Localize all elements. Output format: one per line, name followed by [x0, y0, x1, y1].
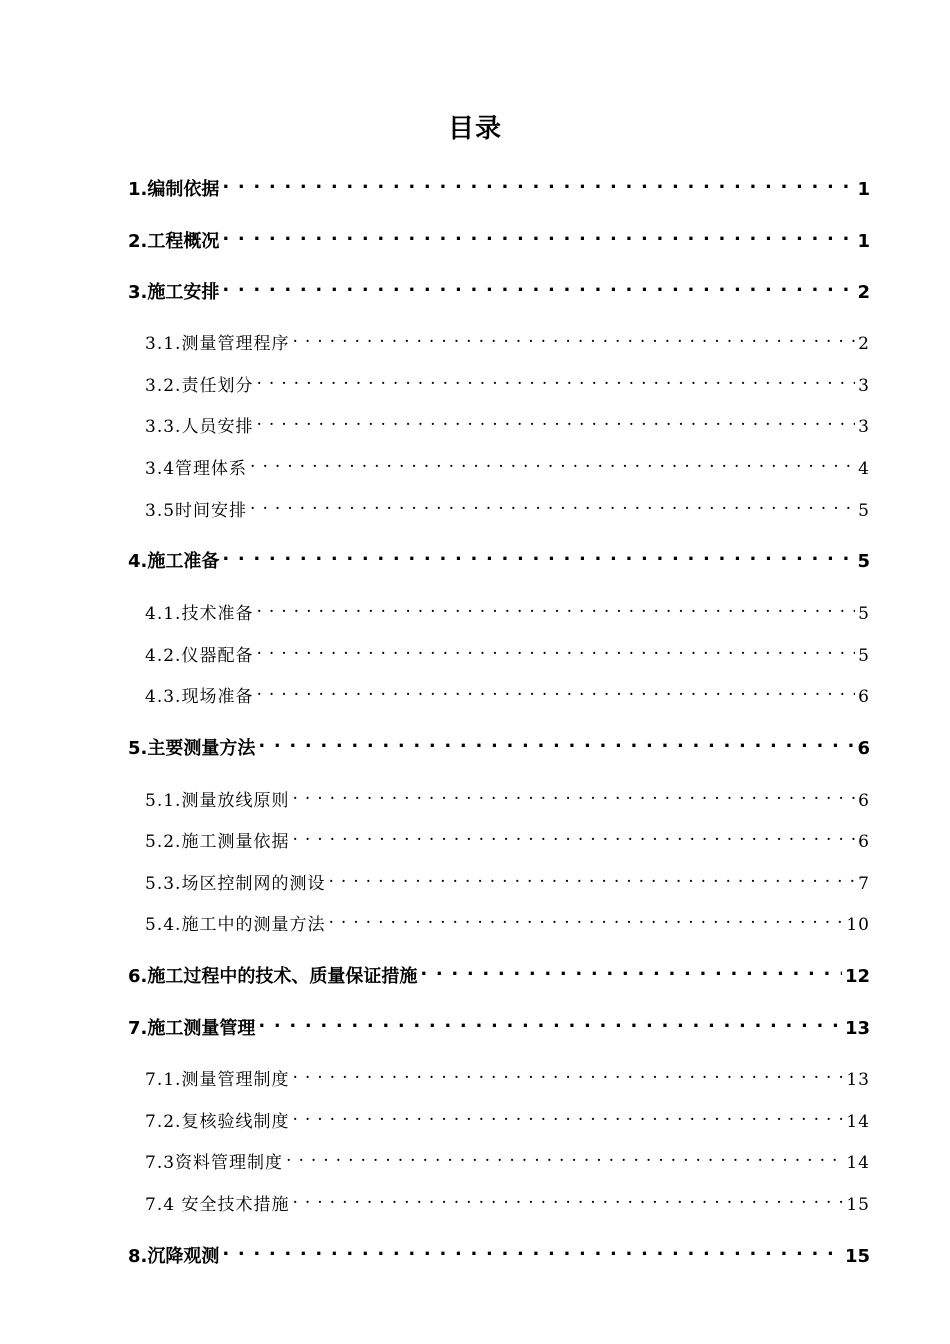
toc-dot-leader — [258, 1010, 842, 1034]
toc-entry-page-number: 5 — [858, 604, 870, 624]
toc-entry[interactable] — [145, 367, 870, 396]
toc-entry-page-number: 14 — [846, 1112, 870, 1132]
toc-entry-label: 5.2.施工测量依据 — [145, 832, 290, 852]
toc-entry-label: 4.1.技术准备 — [145, 604, 254, 624]
toc-entry-label: 7.4 安全技术措施 — [145, 1195, 290, 1215]
toc-dot-leader — [328, 906, 843, 930]
toc-entry-page-number: 13 — [846, 1070, 870, 1090]
toc-dot-leader — [256, 637, 855, 661]
toc-dot-leader — [250, 450, 855, 474]
toc-entry-label: 3.1.测量管理程序 — [145, 334, 290, 354]
toc-entry-label: 5.4.施工中的测量方法 — [145, 915, 326, 935]
toc-dot-leader — [292, 1103, 843, 1127]
toc-entry-page-number: 12 — [844, 966, 870, 987]
toc-entry-label: 7.1.测量管理制度 — [145, 1070, 290, 1090]
toc-entry-label: 7.2.复核验线制度 — [145, 1112, 290, 1132]
toc-entry-page-number: 15 — [846, 1195, 870, 1215]
toc-dot-leader — [222, 543, 854, 567]
toc-dot-leader — [256, 367, 855, 391]
toc-entry-page-number: 2 — [858, 334, 870, 354]
toc-entry-label: 3.3.人员安排 — [145, 417, 254, 437]
toc-entry[interactable] — [145, 1144, 870, 1173]
toc-dot-leader — [258, 730, 854, 754]
toc-entry-label: 5.1.测量放线原则 — [145, 791, 290, 811]
toc-entry-label: 3.5时间安排 — [145, 501, 248, 521]
toc-dot-leader — [292, 325, 855, 349]
toc-dot-leader — [256, 408, 855, 432]
toc-dot-leader — [292, 1186, 843, 1210]
toc-entry-label: 6.施工过程中的技术、质量保证措施 — [128, 966, 418, 987]
toc-entry[interactable] — [145, 865, 870, 894]
toc-entry[interactable] — [145, 408, 870, 437]
toc-dot-leader — [328, 865, 855, 889]
toc-entry-page-number: 6 — [858, 832, 870, 852]
toc-entry-label: 2.工程概况 — [128, 231, 220, 252]
toc-entry-page-number: 14 — [846, 1153, 870, 1173]
toc-dot-leader — [420, 958, 842, 982]
toc-entry-page-number: 1 — [857, 231, 870, 252]
toc-dot-leader — [292, 1061, 843, 1085]
toc-entry[interactable] — [128, 171, 870, 200]
toc-entry-label: 5.3.场区控制网的测设 — [145, 874, 326, 894]
toc-entry[interactable] — [145, 1103, 870, 1132]
page-title: 目录 — [447, 114, 502, 144]
toc-entry[interactable] — [128, 1010, 870, 1039]
toc-entry[interactable] — [145, 782, 870, 811]
toc-entry[interactable] — [145, 492, 870, 521]
toc-entry[interactable] — [128, 1238, 870, 1267]
toc-entry-page-number: 4 — [858, 459, 870, 479]
toc-entry[interactable] — [145, 823, 870, 852]
toc-entry-page-number: 5 — [858, 501, 870, 521]
toc-entry-label: 3.2.责任划分 — [145, 376, 254, 396]
toc-entry-label: 3.4管理体系 — [145, 459, 248, 479]
toc-entry-label: 4.施工准备 — [128, 551, 220, 572]
toc-entry[interactable] — [145, 678, 870, 707]
toc-entry-page-number: 10 — [846, 915, 870, 935]
toc-dot-leader — [292, 823, 855, 847]
toc-dot-leader — [250, 492, 855, 516]
toc-entry[interactable] — [145, 1061, 870, 1090]
toc-entry-label: 4.3.现场准备 — [145, 687, 254, 707]
toc-entry-page-number: 13 — [844, 1018, 870, 1039]
toc-entry-label: 7.3资料管理制度 — [145, 1153, 284, 1173]
toc-entry-label: 7.施工测量管理 — [128, 1018, 256, 1039]
toc-entry-page-number: 6 — [858, 687, 870, 707]
toc-entry-page-number: 3 — [858, 376, 870, 396]
toc-entry-label: 8.沉降观测 — [128, 1246, 220, 1267]
toc-entry-page-number: 5 — [858, 646, 870, 666]
toc-dot-leader — [256, 595, 855, 619]
toc-entry-page-number: 6 — [857, 738, 870, 759]
toc-entry[interactable] — [145, 637, 870, 666]
toc-entry[interactable] — [145, 1186, 870, 1215]
toc-entry[interactable] — [128, 223, 870, 252]
toc-entry-page-number: 6 — [858, 791, 870, 811]
toc-entry-label: 1.编制依据 — [128, 179, 220, 200]
toc-entry[interactable] — [128, 958, 870, 987]
toc-entry-page-number: 3 — [858, 417, 870, 437]
toc-dot-leader — [222, 274, 854, 298]
toc-dot-leader — [286, 1144, 843, 1168]
toc-entry[interactable] — [128, 730, 870, 759]
toc-entry[interactable] — [145, 325, 870, 354]
toc-entry[interactable] — [128, 274, 870, 303]
toc-dot-leader — [222, 171, 854, 195]
toc-entry[interactable] — [145, 906, 870, 935]
toc-dot-leader — [222, 223, 854, 247]
toc-entry-page-number: 7 — [858, 874, 870, 894]
toc-entry-label: 3.施工安排 — [128, 282, 220, 303]
toc-entry-label: 5.主要测量方法 — [128, 738, 256, 759]
toc-dot-leader — [292, 782, 855, 806]
toc-entry-page-number: 2 — [857, 282, 870, 303]
toc-entry-label: 4.2.仪器配备 — [145, 646, 254, 666]
toc-entry[interactable] — [128, 543, 870, 572]
toc-entry-page-number: 15 — [844, 1246, 870, 1267]
toc-entry[interactable] — [145, 595, 870, 624]
toc-dot-leader — [222, 1238, 842, 1262]
toc-entry[interactable] — [145, 450, 870, 479]
toc-dot-leader — [256, 678, 855, 702]
toc-entry-page-number: 5 — [857, 551, 870, 572]
toc-entry-page-number: 1 — [857, 179, 870, 200]
